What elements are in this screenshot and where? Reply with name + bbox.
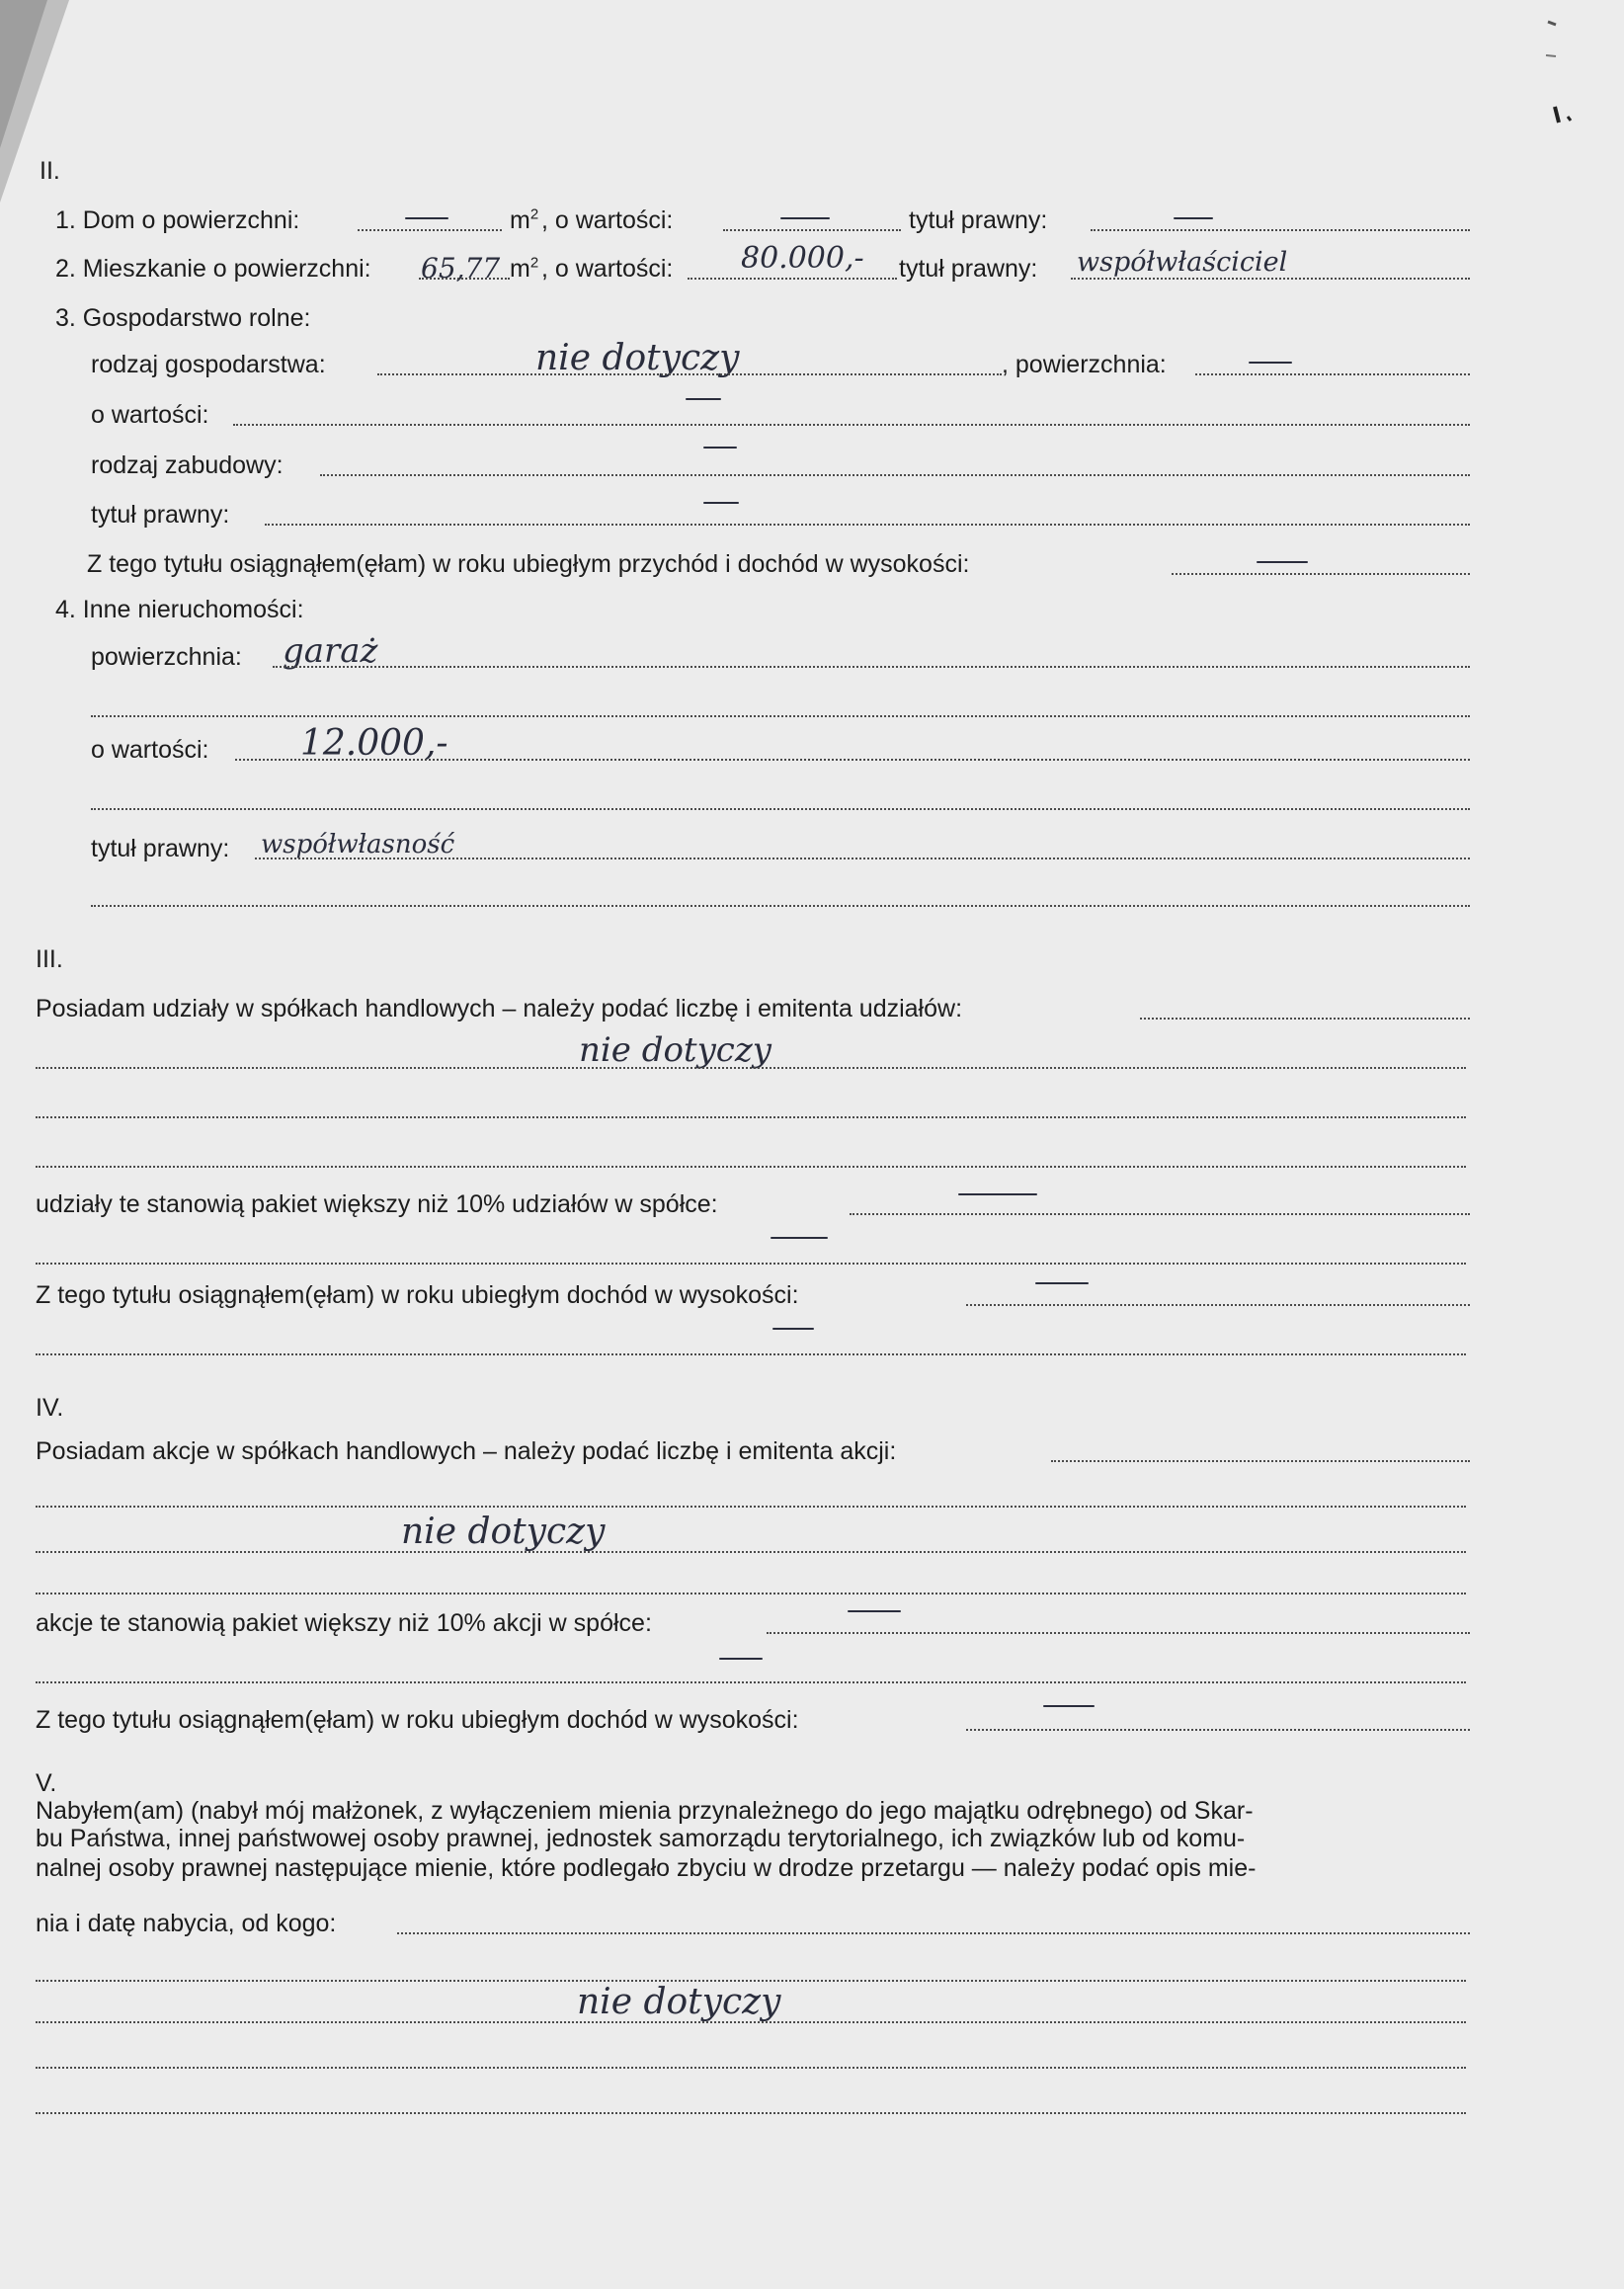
- mieszkanie-value-handwritten: 80.000,-: [741, 241, 864, 276]
- inne-powierzchnia-row: [0, 632, 1624, 682]
- section-v-field-4[interactable]: [36, 2079, 1466, 2128]
- inne-powierzchnia-field[interactable]: [273, 632, 1470, 682]
- udzialy-field-2[interactable]: [36, 1083, 1466, 1132]
- dom-label: 1. Dom o powierzchni:: [55, 206, 300, 234]
- unit-sup: 2: [529, 254, 539, 272]
- mieszkanie-value-label: , o wartości:: [541, 255, 674, 283]
- mieszkanie-unit: [510, 244, 538, 293]
- mieszkanie-area-handwritten: 65,77: [421, 252, 501, 285]
- inne-tytul-row: [0, 824, 1624, 873]
- mieszkanie-area-field[interactable]: [419, 244, 510, 293]
- gospodarstwo-tytul-dash: [703, 502, 739, 504]
- udzialy-line-3: [0, 1132, 1624, 1182]
- section-v-field-2[interactable]: [36, 1982, 1466, 2037]
- akcje-pakiet-label: akcje te stanowią pakiet większy niż 10% akcji w spółce:: [36, 1609, 652, 1637]
- inne-tytul-label: tytuł prawny:: [91, 835, 230, 862]
- akcje-field-1[interactable]: [36, 1472, 1466, 1521]
- unit-m: m: [510, 206, 530, 234]
- mieszkanie-row: [0, 241, 1624, 293]
- udzialy-dochod-line: [0, 1320, 1624, 1369]
- akcje-dochod-row: [0, 1695, 1624, 1745]
- akcje-dochod-field[interactable]: [966, 1695, 1470, 1745]
- section-v-text-4: nia i datę nabycia, od kogo:: [36, 1910, 337, 1937]
- akcje-dochod-dash: [1043, 1705, 1095, 1707]
- gospodarstwo-zabudowa-row: [0, 441, 1624, 490]
- dom-value-dash: [780, 217, 830, 219]
- gospodarstwo-dochod-field[interactable]: [1172, 539, 1470, 589]
- gospodarstwo-label: 3. Gospodarstwo rolne:: [55, 304, 311, 332]
- udzialy-line-2: [0, 1083, 1624, 1132]
- section-iv-heading-row: [0, 1383, 1624, 1432]
- section-iv-heading: IV.: [36, 1394, 64, 1422]
- dom-title-dash: [1174, 217, 1213, 219]
- mieszkanie-title-handwritten: współwłaściciel: [1077, 247, 1288, 278]
- inne-label: 4. Inne nieruchomości:: [55, 596, 304, 623]
- udzialy-row: [0, 984, 1624, 1033]
- udzialy-field-3[interactable]: [36, 1132, 1466, 1182]
- gospodarstwo-rodzaj-label: rodzaj gospodarstwa:: [91, 351, 326, 378]
- mieszkanie-label: 2. Mieszkanie o powierzchni:: [55, 255, 371, 283]
- inne-wartosc-label: o wartości:: [91, 736, 209, 764]
- udzialy-pakiet-row: [0, 1180, 1624, 1229]
- dom-title-label: tytuł prawny:: [909, 206, 1048, 234]
- udzialy-dochod-dash: [1035, 1282, 1089, 1284]
- inne-row: [0, 585, 1624, 634]
- inne-tytul-handwritten: współwłasność: [261, 830, 455, 859]
- section-v-answer-line-4: [0, 2079, 1624, 2128]
- gospodarstwo-powierzchnia-field[interactable]: [1195, 340, 1470, 389]
- section-iii-heading-row: [0, 935, 1624, 984]
- gospodarstwo-wartosc-row: [0, 390, 1624, 440]
- gospodarstwo-rodzaj-field[interactable]: [377, 340, 1002, 389]
- inne-extra-line-3: [0, 871, 1624, 921]
- gospodarstwo-dochod-row: [0, 539, 1624, 589]
- udzialy-dochod-dash-2: [772, 1328, 814, 1330]
- section-v-answer-line-2: [0, 1982, 1624, 2037]
- gospodarstwo-zabudowa-label: rodzaj zabudowy:: [91, 451, 284, 479]
- udzialy-dochod-row: [0, 1270, 1624, 1320]
- udzialy-dochod-label: Z tego tytułu osiągnąłem(ęłam) w roku ubiegłym dochód w wysokości:: [36, 1281, 799, 1309]
- gospodarstwo-tytul-row: [0, 490, 1624, 539]
- gospodarstwo-powierzchnia-dash: [1249, 362, 1292, 364]
- section-iii-heading: III.: [36, 945, 63, 973]
- udzialy-field-inline[interactable]: [1140, 984, 1470, 1033]
- section-ii-heading-row: [0, 146, 1624, 196]
- inne-extra-line-2: [0, 775, 1624, 824]
- akcje-handwritten: nie dotyczy: [401, 1512, 606, 1552]
- gospodarstwo-dochod-dash: [1257, 561, 1308, 563]
- udzialy-pakiet-dash: [958, 1193, 1037, 1195]
- akcje-pakiet-field-2[interactable]: [36, 1648, 1466, 1697]
- inne-extra-field-1[interactable]: [91, 682, 1470, 731]
- gospodarstwo-row: [0, 293, 1624, 343]
- section-v-heading: V.: [36, 1769, 57, 1797]
- section-v-field-3[interactable]: [36, 2033, 1466, 2083]
- inne-wartosc-row: [0, 725, 1624, 775]
- scan-marks: [1526, 10, 1595, 128]
- inne-wartosc-handwritten: 12.000,-: [300, 723, 448, 764]
- akcje-pakiet-row: [0, 1598, 1624, 1648]
- inne-extra-line-1: [0, 682, 1624, 731]
- section-v-text-2: bu Państwa, innej państwowej osoby prawnej, jednostek samorządu terytorialnego, ich związków lub od komu-: [36, 1825, 1246, 1852]
- dom-unit: [510, 196, 538, 245]
- dom-area-field[interactable]: [358, 196, 502, 245]
- gospodarstwo-rodzaj-handwritten: nie dotyczy: [535, 338, 740, 378]
- mieszkanie-value-field[interactable]: [688, 241, 897, 293]
- inne-extra-field-3[interactable]: [91, 871, 1470, 921]
- gospodarstwo-wartosc-label: o wartości:: [91, 401, 209, 429]
- udzialy-pakiet-label: udziały te stanowią pakiet większy niż 10% udziałów w spółce:: [36, 1190, 718, 1218]
- akcje-pakiet-dash-2: [719, 1658, 763, 1660]
- akcje-label: Posiadam akcje w spółkach handlowych – należy podać liczbę i emitenta akcji:: [36, 1437, 897, 1465]
- section-v-line-4: [0, 1899, 1624, 1948]
- akcje-pakiet-field[interactable]: [767, 1598, 1470, 1648]
- section-v-text-1: Nabyłem(am) (nabył mój małżonek, z wyłączeniem mienia przynależnego do jego majątku odrębnego) od Skar-: [36, 1797, 1254, 1825]
- section-v-field-inline[interactable]: [397, 1899, 1470, 1948]
- inne-wartosc-field[interactable]: [235, 725, 1470, 775]
- section-v-text-3: nalnej osoby prawnej następujące mienie, które podlegało zbyciu w drodze przetargu — należy podać opis mie-: [36, 1854, 1257, 1882]
- akcje-dochod-label: Z tego tytułu osiągnąłem(ęłam) w roku ubiegłym dochód w wysokości:: [36, 1706, 799, 1734]
- inne-powierzchnia-label: powierzchnia:: [91, 643, 242, 671]
- inne-extra-field-2[interactable]: [91, 775, 1470, 824]
- gospodarstwo-rodzaj-row: [0, 340, 1624, 389]
- udzialy-pakiet-dash-2: [771, 1237, 828, 1239]
- dom-area-dash: [405, 217, 448, 219]
- gospodarstwo-wartosc-field[interactable]: [233, 390, 1470, 440]
- section-ii-heading: II.: [40, 157, 60, 185]
- mieszkanie-title-field[interactable]: [1071, 244, 1470, 293]
- udzialy-line-1: [0, 1030, 1624, 1083]
- unit-sup: 2: [529, 205, 539, 223]
- gospodarstwo-powierzchnia-label: , powierzchnia:: [1002, 351, 1167, 378]
- gospodarstwo-zabudowa-field[interactable]: [320, 441, 1470, 490]
- inne-powierzchnia-handwritten: garaż: [283, 631, 378, 671]
- akcje-field-inline[interactable]: [1051, 1427, 1470, 1476]
- gospodarstwo-dochod-label: Z tego tytułu osiągnąłem(ęłam) w roku ubiegłym przychód i dochód w wysokości:: [87, 550, 970, 578]
- akcje-row: [0, 1427, 1624, 1476]
- dom-value-label: , o wartości:: [541, 206, 674, 234]
- akcje-pakiet-dash: [848, 1610, 901, 1612]
- section-v-answer-line-3: [0, 2033, 1624, 2083]
- udzialy-field-1[interactable]: [36, 1030, 1466, 1083]
- udzialy-label: Posiadam udziały w spółkach handlowych – należy podać liczbę i emitenta udziałów:: [36, 995, 963, 1022]
- gospodarstwo-tytul-field[interactable]: [265, 490, 1470, 539]
- akcje-pakiet-line: [0, 1648, 1624, 1697]
- section-v-line-3: [0, 1843, 1624, 1893]
- section-v-handwritten: nie dotyczy: [577, 1982, 781, 2022]
- mieszkanie-title-label: tytuł prawny:: [899, 255, 1038, 283]
- udzialy-handwritten: nie dotyczy: [579, 1030, 771, 1070]
- inne-tytul-field[interactable]: [255, 824, 1470, 873]
- gospodarstwo-zabudowa-dash: [703, 447, 737, 449]
- gospodarstwo-tytul-label: tytuł prawny:: [91, 501, 230, 529]
- unit-m: m: [510, 255, 530, 283]
- udzialy-dochod-field[interactable]: [966, 1270, 1470, 1320]
- gospodarstwo-wartosc-dash: [686, 398, 721, 400]
- udzialy-dochod-field-2[interactable]: [36, 1320, 1466, 1369]
- udzialy-pakiet-field[interactable]: [850, 1180, 1470, 1229]
- akcje-line-1: [0, 1472, 1624, 1521]
